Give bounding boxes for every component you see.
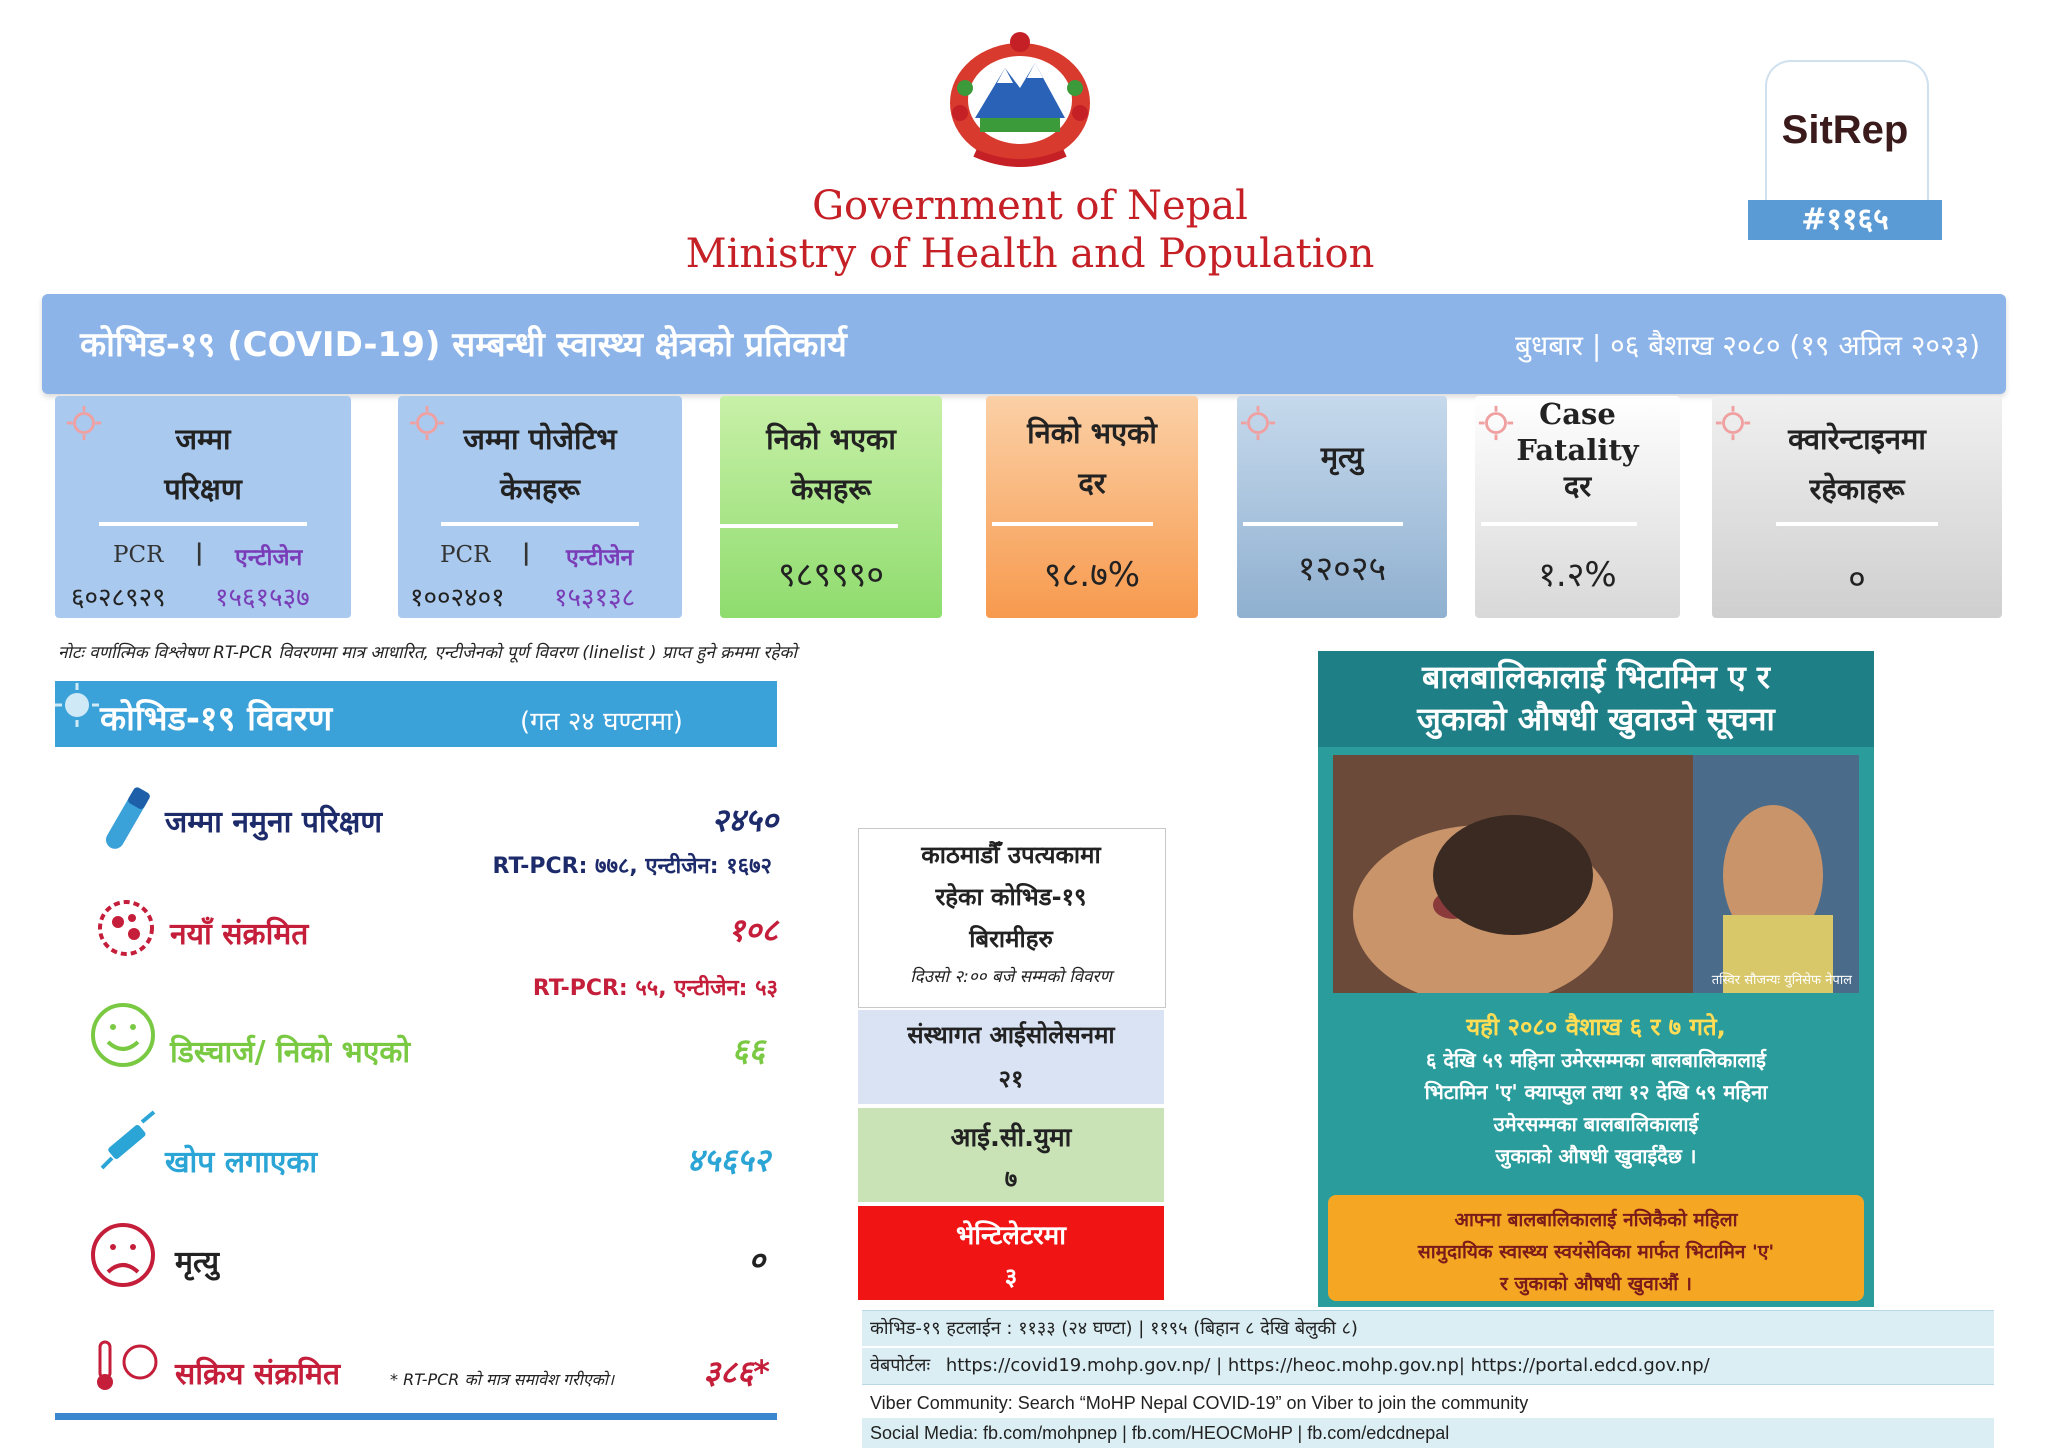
kathmandu-title-line: बिरामीहरु xyxy=(969,925,1053,953)
card-value: ० xyxy=(1848,559,1866,599)
card-label: केसहरू xyxy=(791,472,871,506)
icu-value: ७ xyxy=(1004,1165,1018,1193)
footnote: नोटः वर्णात्मिक विश्लेषण RT-PCR विवरणमा मात्र आधारित, एन्टीजेनको पूर्ण विवरण (linelist ) प्राप्त हुने क्रममा रहेको xyxy=(58,643,797,663)
card-label: निको भएका xyxy=(766,422,896,456)
ad-text-line: यही २०८० वैशाख ६ र ७ गते, xyxy=(1466,1013,1726,1041)
pcr-label: PCR xyxy=(440,542,491,568)
sad-face-icon xyxy=(88,1220,158,1290)
antigen-value: १५३१३८ xyxy=(554,583,636,613)
details-subtitle: (गत २४ घण्टामा) xyxy=(520,707,683,737)
antigen-label: एन्टीजेन xyxy=(235,545,303,571)
nepal-emblem xyxy=(935,28,1105,178)
card-label: Fatality xyxy=(1516,433,1639,467)
card-label: जम्मा पोजेटिभ xyxy=(463,422,617,456)
tests-label: जम्मा नमुना परिक्षण xyxy=(165,805,383,840)
active-note: * RT-PCR को मात्र समावेश गरीएको। xyxy=(390,1370,615,1389)
separator: | xyxy=(195,540,204,566)
new-cases-value: १०८ xyxy=(728,911,778,949)
thermometer-icon xyxy=(92,1338,162,1394)
smiley-icon xyxy=(88,1000,158,1070)
isolation-label: संस्थागत आईसोलेसनमा xyxy=(907,1021,1115,1049)
virus-icon xyxy=(52,680,102,730)
ad-title: बालबालिकालाई भिटामिन ए र xyxy=(1422,658,1770,696)
photo-credit: तस्विर सौजन्यः युनिसेफ नेपाल xyxy=(1711,973,1852,988)
ad-text-line: ६ देखि ५९ महिना उमेरसम्मका बालबालिकालाई xyxy=(1426,1048,1766,1072)
sitrep-label: SitRep xyxy=(1781,108,1909,152)
card-value: ९८९९९० xyxy=(777,555,885,595)
sitrep-number: #११६५ xyxy=(1748,200,1942,240)
discharged-label: डिस्चार्ज/ निको भएको xyxy=(170,1035,411,1070)
ad-callout-line: आफ्ना बालबालिकालाई नजिकैको महिला xyxy=(1454,1209,1738,1231)
ad-title: जुकाको औषधी खुवाउने सूचना xyxy=(1417,700,1775,738)
antigen-label: एन्टीजेन xyxy=(566,545,634,571)
card-total-tests xyxy=(55,396,351,618)
report-title: कोभिड-१९ (COVID-19) सम्बन्धी स्वास्थ्य क्षेत्रको प्रतिकार्य xyxy=(80,325,847,365)
card-label: परिक्षण xyxy=(164,472,242,506)
report-date: बुधबार | ०६ बैशाख २०८० (१९ अप्रिल २०२३) xyxy=(1515,329,1980,362)
card-label: मृत्यु xyxy=(1320,440,1364,474)
web-portal-label: वेबपोर्टलः xyxy=(870,1355,931,1376)
vaccinated-label: खोप लगाएका xyxy=(165,1145,318,1180)
separator: | xyxy=(522,540,531,566)
card-label: दर xyxy=(1078,466,1106,500)
social-media-info: Social Media: fb.com/mohpnep | fb.com/HEOCMoHP | fb.com/edcdnepal xyxy=(862,1418,1994,1448)
pcr-label: PCR xyxy=(113,542,164,568)
pcr-value: १००२४०१ xyxy=(410,583,505,613)
card-value: १.२% xyxy=(1538,555,1617,595)
viber-info: Viber Community: Search “MoHP Nepal COVID-19” on Viber to join the community xyxy=(862,1384,1994,1420)
ventilator-value: ३ xyxy=(1004,1263,1018,1291)
ad-text-line: भिटामिन 'ए' क्याप्सुल तथा १२ देखि ५९ महिना xyxy=(1424,1080,1768,1104)
card-label: क्वारेन्टाइनमा xyxy=(1788,422,1926,456)
card-quarantine xyxy=(1712,396,2002,618)
card-value: ९८.७% xyxy=(1043,555,1141,595)
ad-callout-line: र जुकाको औषधी खुवाऔं । xyxy=(1499,1273,1693,1295)
test-tube-icon xyxy=(88,784,158,864)
card-label: जम्मा xyxy=(175,422,231,456)
active-label: सक्रिय संक्रमित xyxy=(175,1357,341,1392)
card-case-fatality-rate xyxy=(1475,396,1680,618)
card-recovery-rate xyxy=(986,396,1198,618)
ad-text-line: जुकाको औषधी खुवाईदैछ । xyxy=(1495,1144,1697,1168)
card-label: केसहरू xyxy=(500,472,580,506)
card-recovered xyxy=(720,396,942,618)
deaths-value: ० xyxy=(748,1241,765,1279)
discharged-value: ६६ xyxy=(731,1031,765,1069)
ventilator-label: भेन्टिलेटरमा xyxy=(956,1221,1066,1251)
card-deaths xyxy=(1237,396,1447,618)
card-label: रहेकाहरू xyxy=(1809,472,1905,506)
card-label: दर xyxy=(1563,469,1592,503)
details-title: कोभिड-१९ विवरण xyxy=(100,699,333,739)
new-cases-label: नयाँ संक्रमित xyxy=(170,917,309,952)
kathmandu-subtitle: दिउसो २:०० बजे सम्मको विवरण xyxy=(910,967,1112,987)
tests-value: २४५० xyxy=(711,801,778,839)
syringe-icon xyxy=(88,1106,164,1182)
deaths-label: मृत्यु xyxy=(175,1245,220,1280)
ad-text-line: उमेरसम्मका बालबालिकालाई xyxy=(1493,1112,1699,1136)
virus-cluster-icon xyxy=(88,890,164,966)
active-value: ३८६* xyxy=(703,1353,770,1391)
card-label: निको भएको xyxy=(1027,416,1157,450)
vaccinated-value: ४५६५२ xyxy=(686,1141,770,1179)
antigen-value: १५६१५३७ xyxy=(215,583,310,613)
card-value: १२०२५ xyxy=(1297,549,1387,589)
details-bottom-rule xyxy=(55,1413,777,1420)
kathmandu-title-line: काठमाडौँ उपत्यकामा xyxy=(921,841,1101,869)
isolation-value: २१ xyxy=(998,1065,1024,1093)
card-total-positive xyxy=(398,396,682,618)
web-portal-links[interactable]: https://covid19.mohp.gov.np/ | https://heoc.mohp.gov.np| https://portal.edcd.gov.np/ xyxy=(945,1355,1710,1376)
ministry-title: Ministry of Health and Population xyxy=(685,231,1375,277)
hotline-info: कोभिड-१९ हटलाईन : ११३३ (२४ घण्टा) | ११९५ (बिहान ८ देखि बेलुकी ८) xyxy=(862,1310,1994,1346)
card-label: Case xyxy=(1539,397,1616,431)
pcr-value: ६०२८९२९ xyxy=(71,583,166,613)
tests-breakdown: RT-PCR: ७७८, एन्टीजेन: १६७२ xyxy=(492,854,772,879)
government-title: Government of Nepal xyxy=(812,183,1248,229)
children-photo xyxy=(1333,755,1859,993)
kathmandu-title-line: रहेका कोभिड-१९ xyxy=(935,883,1087,911)
web-portal-row xyxy=(862,1348,1994,1384)
new-cases-breakdown: RT-PCR: ५५, एन्टीजेन: ५३ xyxy=(532,976,778,1001)
icu-label: आई.सी.युमा xyxy=(950,1123,1072,1153)
ad-callout-line: सामुदायिक स्वास्थ्य स्वयंसेविका मार्फत भिटामिन 'ए' xyxy=(1417,1241,1775,1263)
